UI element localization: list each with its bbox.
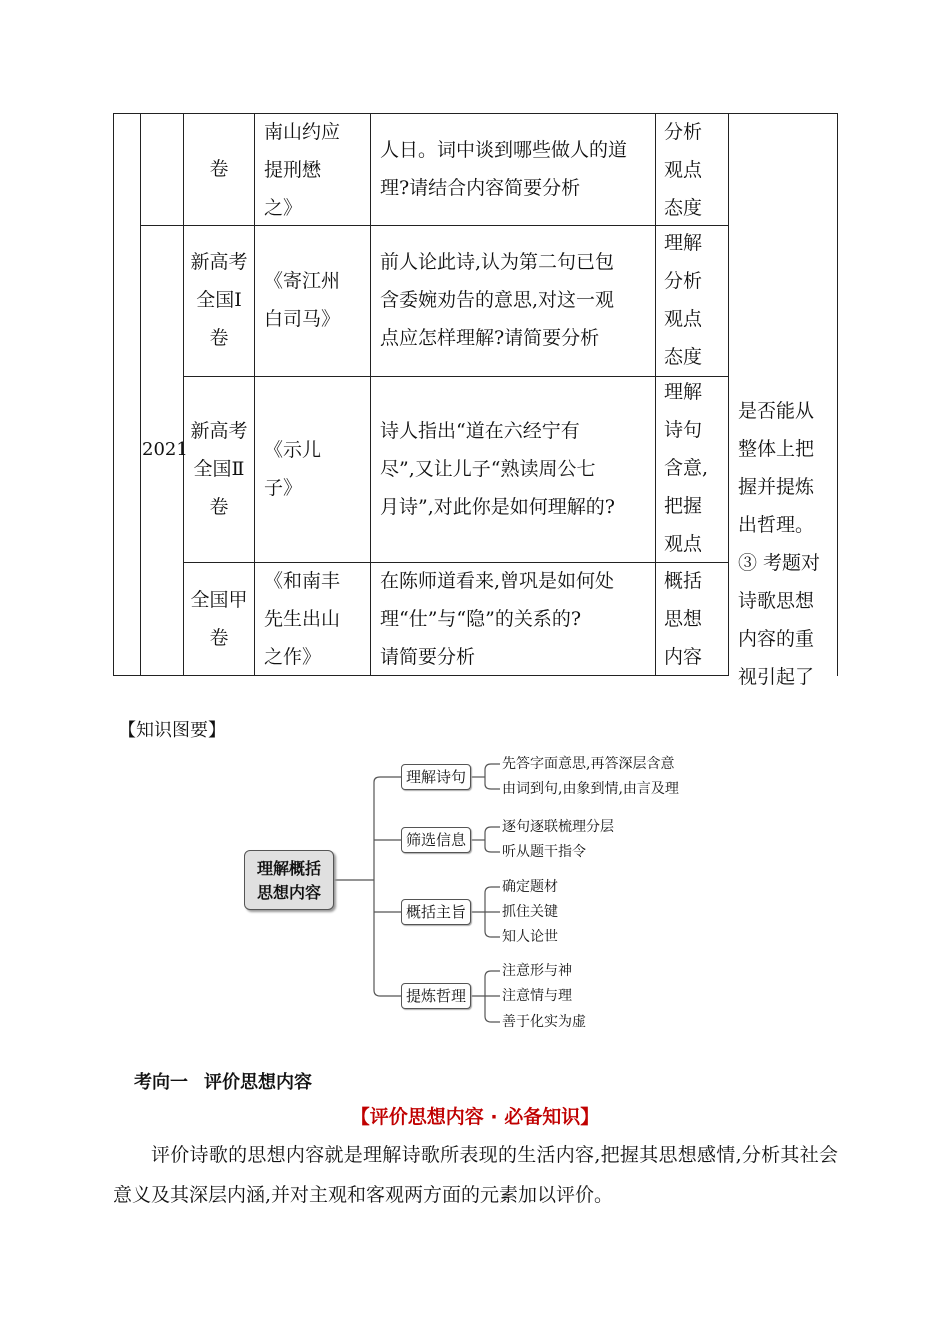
paper-cell: 新高考 全国Ⅰ 卷	[190, 251, 248, 349]
poem-title-cell: 《寄江州 白司马》	[264, 270, 341, 330]
question-type-cell: 理解 分析 观点 态度	[664, 232, 703, 368]
section-direction: 考向一	[134, 1072, 188, 1093]
section-title: 评价思想内容	[204, 1072, 312, 1093]
question-cell: 诗人指出“道在六经宁有 尽”,又让儿子“熟读周公七 月诗”,对此你是如何理解的?	[380, 420, 615, 518]
table-line	[728, 113, 729, 676]
question-type-cell: 分析 观点 态度	[664, 121, 703, 219]
year-cell: 2021	[142, 439, 188, 460]
question-type-cell: 理解 诗句 含意, 把握 观点	[664, 381, 709, 555]
table-line	[183, 376, 728, 377]
leaf-item: 抓住关键	[502, 904, 558, 920]
table-line	[370, 113, 371, 676]
table-line	[655, 113, 656, 676]
mind-map-connectors	[0, 745, 950, 1045]
body-paragraph: 评价诗歌的思想内容就是理解诗歌所表现的生活内容,把握其思想感情,分析其社会意义及其深层内涵,并对主观和客观两方面的元素加以评价。	[113, 1144, 838, 1206]
table-line	[254, 113, 255, 676]
leaf-item: 听从题干指令	[502, 844, 586, 860]
leaf-item: 善于化实为虚	[502, 1014, 586, 1030]
poem-title-cell: 南山约应 提刑懋 之》	[264, 121, 341, 219]
mind-map-root: 理解概括 思想内容	[244, 850, 334, 910]
question-cell: 前人论此诗,认为第二句已包 含委婉劝告的意思,对这一观 点应怎样理解?请简要分析	[380, 251, 615, 349]
table-line	[140, 113, 141, 676]
paper-cell: 全国甲 卷	[190, 589, 248, 649]
poem-title-cell: 《和南丰 先生出山 之作》	[264, 570, 341, 668]
table-line	[837, 113, 838, 676]
paper-cell: 卷	[209, 158, 229, 180]
leaf-item: 注意情与理	[502, 988, 572, 1004]
branch-node: 提炼哲理	[401, 983, 471, 1009]
question-cell: 在陈师道看来,曾巩是如何处 理“仕”与“隐”的关系的? 请简要分析	[380, 570, 615, 668]
question-cell: 人日。词中谈到哪些做人的道 理?请结合内容简要分析	[380, 139, 628, 199]
leaf-item: 逐句逐联梳理分层	[502, 819, 614, 835]
table-line	[113, 113, 114, 676]
section-subtitle: 【评价思想内容 · 必备知识】	[350, 1106, 600, 1128]
leaf-item: 先答字面意思,再答深层含意	[502, 756, 675, 772]
table-line	[140, 225, 728, 226]
leaf-item: 由词到句,由象到情,由言及理	[502, 781, 679, 797]
branch-node: 理解诗句	[401, 764, 471, 790]
leaf-item: 知人论世	[502, 929, 558, 945]
poem-title-cell: 《示儿 子》	[264, 439, 322, 499]
branch-node: 概括主旨	[401, 899, 471, 925]
section-heading	[134, 1068, 328, 1094]
paper-cell: 新高考 全国Ⅱ 卷	[190, 420, 248, 518]
leaf-item: 确定题材	[502, 879, 558, 895]
branch-node: 筛选信息	[401, 827, 471, 853]
leaf-item: 注意形与神	[502, 963, 572, 979]
question-type-cell: 概括 思想 内容	[664, 570, 703, 668]
knowledge-map-heading: 【知识图要】	[118, 720, 226, 741]
analysis-note-cell: 是否能从 整体上把 握并提炼 出哲理。 ③ 考题对 诗歌思想 内容的重 视引起了	[738, 400, 821, 688]
